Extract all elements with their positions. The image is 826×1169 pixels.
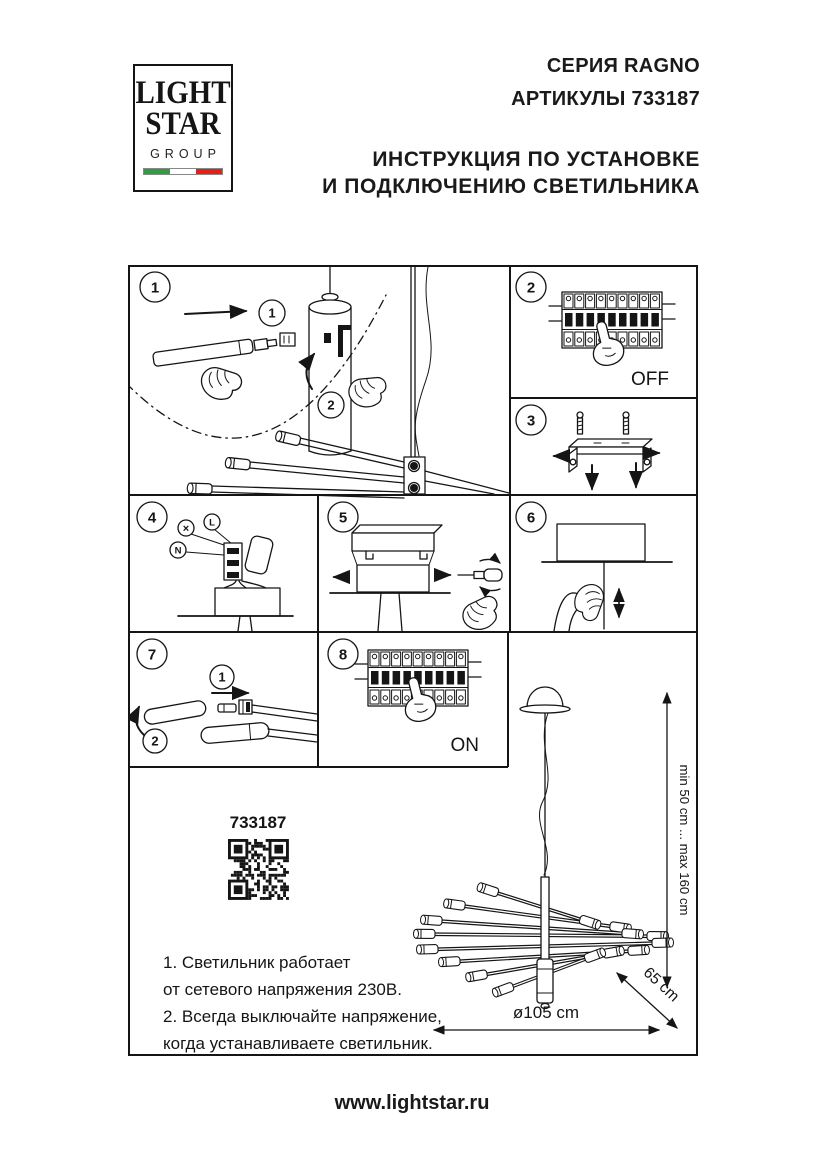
- logo-word-star: STAR: [145, 106, 221, 142]
- logo-word-light: LIGHT: [135, 75, 231, 111]
- article-number: 733187: [229, 813, 287, 832]
- instruction-title-line2: И ПОДКЛЮЧЕНИЮ СВЕТИЛЬНИКА: [322, 175, 700, 198]
- mounting-bracket-drawing: [554, 412, 659, 489]
- hand-icon: [572, 583, 608, 623]
- step-2-number: 2: [526, 279, 536, 297]
- neutral-terminal-label: N: [174, 545, 182, 557]
- step-1-number: 1: [150, 279, 160, 297]
- series-title: СЕРИЯ RAGNO: [546, 55, 700, 77]
- substep-2-number: 2: [327, 397, 335, 413]
- step-6-number: 6: [526, 509, 536, 527]
- height-dimension-label: min 50 cm ... max 160 cm: [677, 764, 692, 916]
- lamp-body-drawing: [306, 267, 351, 455]
- lamp-rod-drawing: [153, 335, 278, 366]
- step-2-panel: [516, 272, 675, 390]
- step-7-number: 7: [147, 646, 157, 664]
- lightstar-logo: [133, 64, 233, 192]
- diameter-dimension-label: ø105 cm: [512, 1003, 580, 1022]
- step-7-panel: [136, 639, 317, 753]
- earth-symbol: ×: [182, 523, 190, 535]
- step-4-number: 4: [147, 509, 157, 527]
- ceiling-canopy: [215, 588, 280, 616]
- rod-socket: [280, 333, 295, 346]
- instruction-title: [322, 146, 700, 200]
- note-line: 1. Светильник работает: [163, 953, 351, 972]
- cable-adjust-drawing: [542, 524, 672, 631]
- note-line: 2. Всегда выключайте напряжение,: [163, 1007, 442, 1026]
- rotate-arrow-icon: [136, 707, 144, 735]
- step-5-number: 5: [338, 509, 348, 527]
- instruction-title-line1: ИНСТРУКЦИЯ ПО УСТАНОВКЕ: [372, 148, 700, 171]
- depth-dimension-label: 65 cm: [639, 964, 683, 1006]
- terminal-cover: [244, 535, 274, 575]
- substep-1-number: 1: [218, 669, 226, 685]
- screwdriver-icon: [458, 559, 502, 590]
- depth-dimension: [617, 964, 682, 1028]
- tube-assembly-drawing: [136, 665, 317, 753]
- insert-arrow-icon: [185, 311, 246, 314]
- step-4-panel: [137, 502, 293, 631]
- document-header: [322, 55, 700, 200]
- step-8-panel: [328, 639, 481, 756]
- substep-1-number: 1: [268, 305, 276, 321]
- wiring-drawing: [170, 514, 293, 631]
- website-url: www.lightstar.ru: [334, 1092, 490, 1114]
- step-6-panel: [516, 502, 672, 631]
- ceiling-canopy: [357, 565, 429, 592]
- rotation-arc: [128, 295, 386, 438]
- flag-red: [196, 169, 222, 174]
- article-title: АРТИКУЛЫ 733187: [511, 88, 700, 110]
- step-3-panel: [516, 405, 659, 489]
- qr-code: [228, 839, 289, 900]
- step-1-panel: [128, 267, 509, 498]
- instruction-diagram: [128, 265, 698, 1056]
- hand-icon: [458, 588, 505, 637]
- screw-icon: [623, 412, 629, 434]
- keyhole-slot: [324, 333, 331, 343]
- flag-white: [170, 169, 196, 174]
- ceiling-canopy: [557, 524, 645, 561]
- flag-green: [144, 169, 170, 174]
- rotate-arrow-icon: [306, 354, 314, 389]
- line-terminal-label: L: [209, 517, 215, 529]
- canopy-mounting-drawing: [330, 525, 505, 637]
- notes-block: [163, 953, 442, 1053]
- diameter-dimension: [434, 1003, 659, 1030]
- substep-2-number: 2: [151, 733, 159, 749]
- note-line: когда устанавливаете светильник.: [163, 1034, 433, 1053]
- bayonet-slot: [338, 325, 351, 357]
- power-on-label: ON: [450, 735, 479, 756]
- italian-flag-stripe: [143, 168, 223, 175]
- step-8-number: 8: [338, 646, 348, 664]
- step-5-panel: [328, 502, 505, 637]
- screw-icon: [577, 412, 583, 434]
- hand-icon: [199, 362, 244, 403]
- logo-word-group: GROUP: [150, 147, 221, 161]
- note-line: от сетевого напряжения 230В.: [163, 980, 402, 999]
- step-3-number: 3: [526, 412, 536, 430]
- power-off-label: OFF: [631, 369, 669, 390]
